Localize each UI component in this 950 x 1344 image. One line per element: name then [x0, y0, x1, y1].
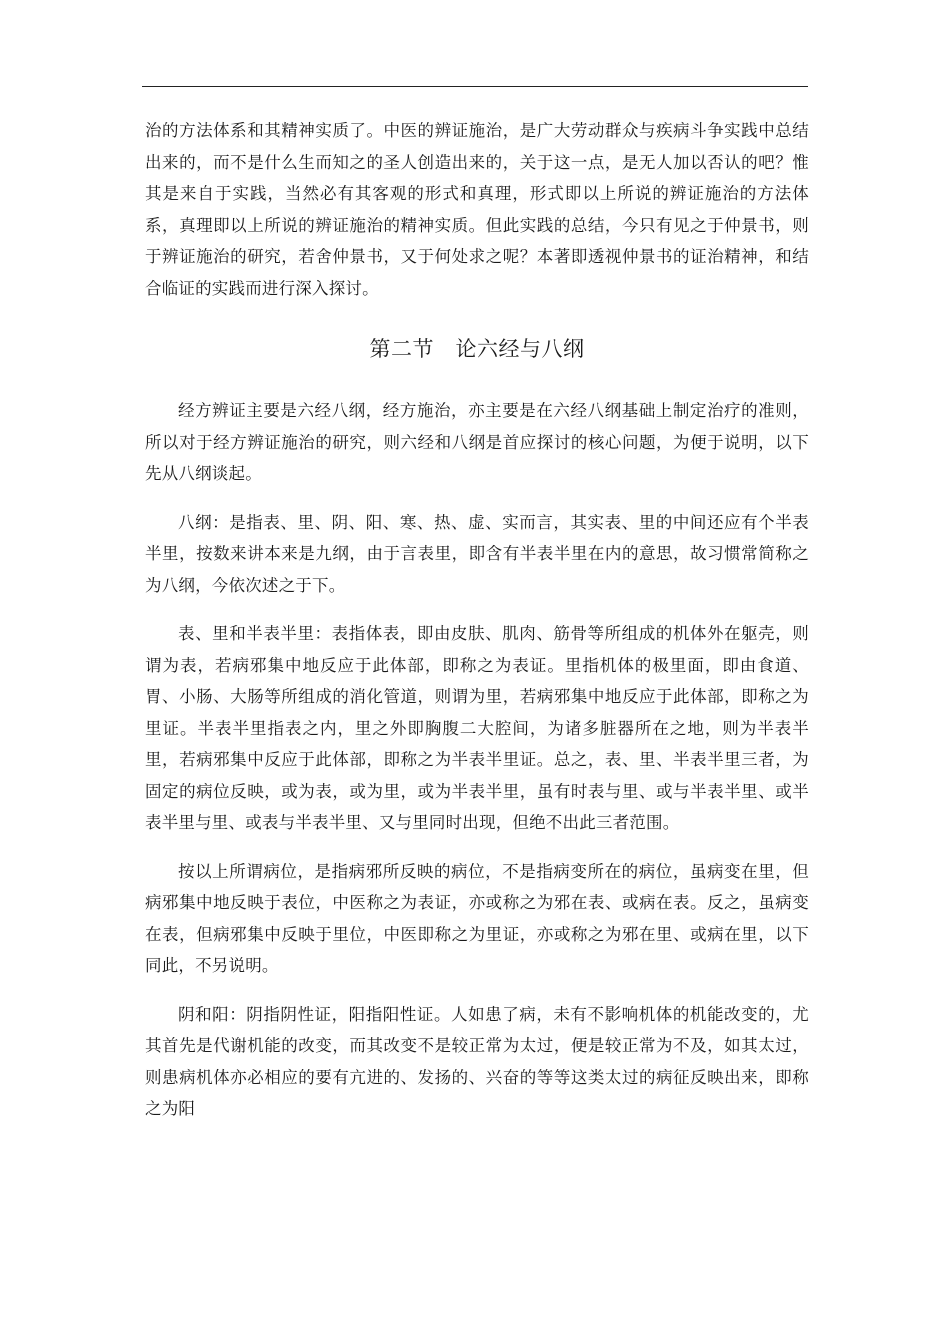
paragraph-disease-location: 按以上所谓病位，是指病邪所反映的病位，不是指病变所在的病位，虽病变在里，但病邪集中地反映于表位，中医称之为表证，亦或称之为邪在表、或病在表。反之，虽病变在表，但病邪集中反映于里位，中医即称之为里证，亦或称之为邪在里、或病在里，以下同此，不另说明。 [145, 861, 809, 975]
page-body [145, 115, 809, 1125]
paragraph-intro: 经方辨证主要是六经八纲，经方施治，亦主要是在六经八纲基础上制定治疗的准则，所以对于经方辨证施治的研究，则六经和八纲是首应探讨的核心问题，为便于说明，以下先从八纲谈起。 [145, 401, 809, 483]
paragraph-exterior-interior: 表、里和半表半里：表指体表，即由皮肤、肌肉、筋骨等所组成的机体外在躯壳，则谓为表，若病邪集中地反应于此体部，即称之为表证。里指机体的极里面，即由食道、胃、小肠、大肠等所组成的消化管道，则谓为里，若病邪集中地反应于此体部，即称之为里证。半表半里指表之内，里之外即胸腹二大腔间，为诸多脏器所在之地，则为半表半里，若病邪集中反应于此体部，即称之为半表半里证。总之，表、里、半表半里三者，为固定的病位反映，或为表，或为里，或为半表半里，虽有时表与里、或与半表半里、或半表半里与里、或表与半表半里、又与里同时出现，但绝不出此三者范围。 [145, 624, 809, 832]
header-rule [142, 86, 808, 87]
paragraph-yin-yang: 阴和阳：阴指阴性证，阳指阳性证。人如患了病，未有不影响机体的机能改变的，尤其首先是代谢机能的改变，而其改变不是较正常为太过，便是较正常为不及，如其太过，则患病机体亦必相应的要有亢进的、发扬的、兴奋的等等这类太过的病征反映出来，即称之为阳 [145, 1004, 809, 1118]
paragraph-continued: 治的方法体系和其精神实质了。中医的辨证施治，是广大劳动群众与疾病斗争实践中总结出来的，而不是什么生而知之的圣人创造出来的，关于这一点，是无人加以否认的吧？惟其是来自于实践，当然必有其客观的形式和真理，形式即以上所说的辨证施治的方法体系，真理即以上所说的辨证施治的精神实质。但此实践的总结，今只有见之于仲景书，则于辨证施治的研究，若舍仲景书，又于何处求之呢？本著即透视仲景书的证治精神，和结合临证的实践而进行深入探讨。 [145, 121, 809, 298]
section-heading: 第二节 论六经与八纲 [369, 337, 585, 361]
paragraph-eight-principles: 八纲：是指表、里、阴、阳、寒、热、虚、实而言，其实表、里的中间还应有个半表半里，按数来讲本来是九纲，由于言表里，即含有半表半里在内的意思，故习惯常简称之为八纲，今依次述之于下。 [145, 512, 809, 595]
